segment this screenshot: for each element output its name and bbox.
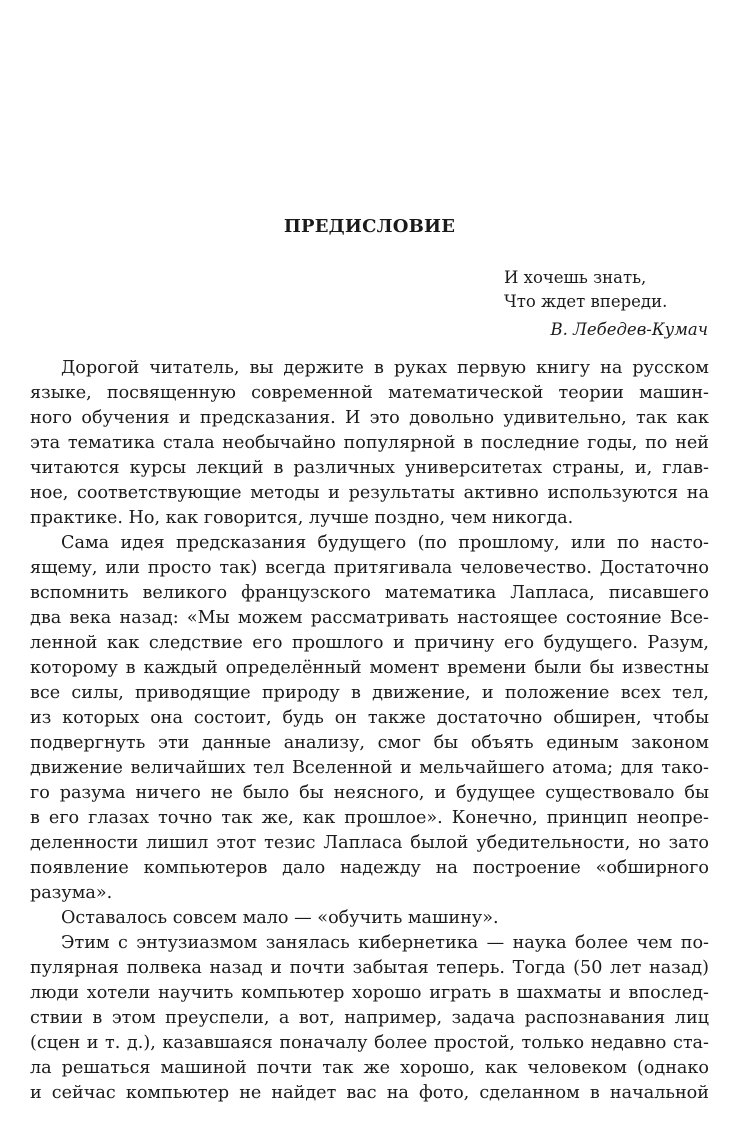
text-line: ящему, или просто так) всегда притягивала человечество. Достаточно	[30, 558, 709, 578]
paragraph	[30, 531, 709, 906]
text-line: Дорогой читатель, вы держите в руках первую книгу на русском	[61, 358, 709, 378]
paragraph	[30, 931, 709, 1106]
text-line: (сцен и т. д.), казавшаяся поначалу более простой, только недавно ста-	[30, 1033, 709, 1053]
text-line: вспомнить великого французского математика Лапласа, писавшего	[30, 583, 709, 603]
text-line: из которых она состоит, будь он также достаточно обширен, чтобы	[30, 708, 709, 728]
text-line: деленности лишил этот тезис Лапласа былой убедительности, но зато	[30, 833, 709, 853]
text-line: движение величайших тел Вселенной и мельчайшего атома; для тако-	[30, 758, 709, 778]
epigraph-line: Что ждет впереди.	[504, 292, 668, 311]
text-line: в его глазах точно так же, как прошлое». Конечно, принцип неопре-	[30, 808, 709, 828]
text-line: и сейчас компьютер не найдет вас на фото, сделанном в начальной	[30, 1083, 709, 1103]
text-line: ленной как следствие его прошлого и причину его будущего. Разум,	[30, 633, 709, 653]
epigraph	[504, 266, 724, 314]
text-line: Сама идея предсказания будущего (по прошлому, или по насто-	[61, 533, 709, 553]
text-line: ствии в этом преуспели, а вот, например, задача распознавания лиц	[30, 1008, 709, 1028]
paragraph	[30, 356, 709, 531]
text-line: языке, посвященную современной математической теории машин-	[30, 383, 709, 403]
text-line: разума».	[30, 883, 113, 903]
text-line: практике. Но, как говорится, лучше поздно, чем никогда.	[30, 508, 574, 528]
paragraph	[30, 906, 709, 931]
text-line: го разума ничего не было бы неясного, и будущее существовало бы	[30, 783, 709, 803]
text-line: подвергнуть эти данные анализу, смог бы объять единым законом	[30, 733, 709, 753]
text-line: читаются курсы лекций в различных университетах страны, и, глав-	[30, 458, 709, 478]
text-line: эта тематика стала необычайно популярной в последние годы, по ней	[30, 433, 709, 453]
text-line: все силы, приводящие природу в движение, и положение всех тел,	[30, 683, 709, 703]
epigraph-author: В. Лебедев-Кумач	[550, 320, 708, 339]
epigraph-line: И хочешь знать,	[504, 268, 647, 287]
body-text	[30, 356, 709, 1106]
text-line: пулярная полвека назад и почти забытая теперь. Тогда (50 лет назад)	[30, 958, 709, 978]
page-title: ПРЕДИСЛОВИЕ	[283, 216, 456, 237]
text-line: появление компьютеров дало надежду на построение «обширного	[30, 858, 709, 878]
text-line: Этим с энтузиазмом занялась кибернетика — наука более чем по-	[61, 933, 709, 953]
text-line: которому в каждый определённый момент времени были бы известны	[30, 658, 709, 678]
text-line: ного обучения и предсказания. И это довольно удивительно, так как	[30, 408, 709, 428]
text-line: ное, соответствующие методы и результаты активно используются на	[30, 483, 709, 503]
text-line: Оставалось совсем мало — «обучить машину».	[61, 908, 499, 928]
text-line: два века назад: «Мы можем рассматривать настоящее состояние Все-	[30, 608, 709, 628]
text-line: ла решаться машиной почти так же хорошо, как человеком (однако	[30, 1058, 709, 1078]
text-line: люди хотели научить компьютер хорошо играть в шахматы и впослед-	[30, 983, 709, 1003]
